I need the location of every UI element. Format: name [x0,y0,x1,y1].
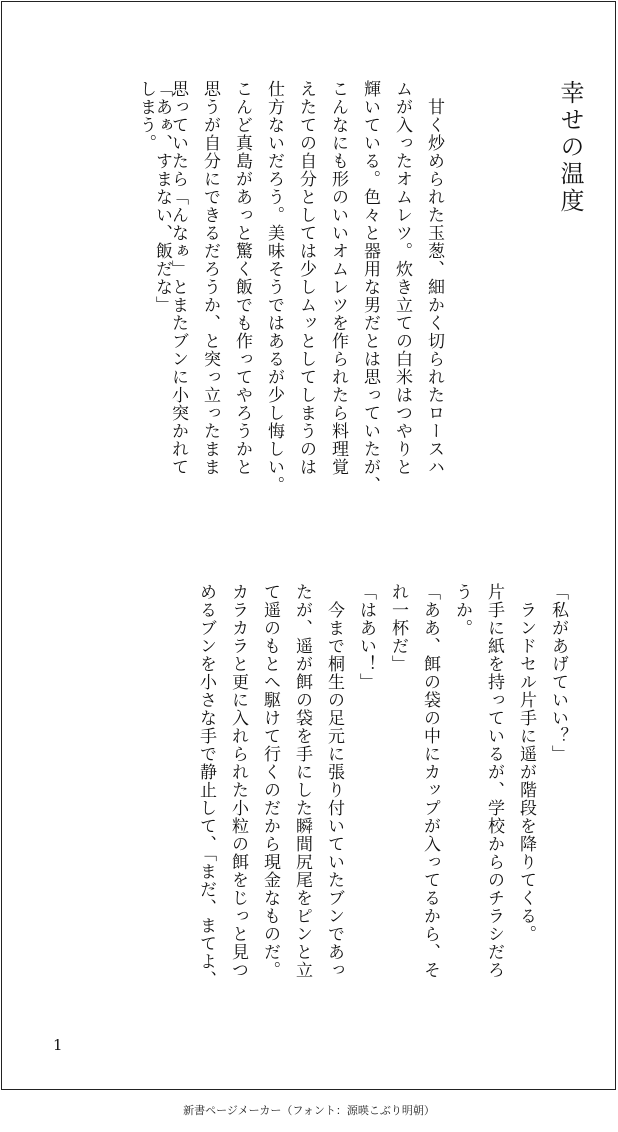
text-column: 「はあい！」 [356,583,376,691]
text-column: て遥のもとへ駆けて行くのだから現金なものだ。 [260,583,280,979]
text-column: 思うが自分にできるだろうか、と突っ立ったまま [200,80,220,476]
text-column: 「私があげていい？」 [548,583,568,763]
story-title: 幸せの温度 [556,80,584,215]
text-column: 輝いている。色々と器用な男だとは思っていたが、 [360,80,380,494]
text-column: こんなにも形のいいオムレツを作られたら料理覚 [328,80,348,476]
text-column: 今まで桐生の足元に張り付いていたブンであっ [324,583,344,979]
text-column: カラカラと更に入れられた小粒の餌をじっと見つ [228,583,248,979]
text-column: 「ああ、餌の袋の中にカップが入ってるから、そ [420,583,440,979]
top-dialogue-block [146,80,178,530]
text-column: たが、遥が餌の袋を手にした瞬間尻尾をピンと立 [292,583,312,979]
top-paragraph-block [130,80,450,530]
text-column: 片手に紙を持っているが、学校からのチラシだろ [484,583,504,979]
text-column: れ一杯だ」 [388,583,408,673]
text-column: こんど真島があっと驚く飯でも作ってやろうかと [232,80,252,476]
text-column: 仕方ないだろう。美味そうではあるが少し悔しい。 [264,80,284,494]
text-column: うか。 [452,583,472,637]
text-column: めるブンを小さな手で静止して、「まだ、まてよ、 [196,583,216,989]
text-column: 思っていたら「んなぁ」とまたブンに小突かれて [168,80,188,476]
text-column: しまう。 [136,80,156,152]
text-column: ランドセル片手に遥が階段を降りてくる。 [516,583,536,943]
text-column: 甘く炒められた玉葱、細かく切られたロースハ [424,80,444,476]
bottom-paragraph-block [286,583,574,1003]
bottom-paragraph-block-2 [190,583,286,1003]
footer-credit: 新書ページメーカー（フォント：源暎こぶり明朝） [183,1104,435,1117]
text-column: えたての自分としては少しムッとしてしまうのは [296,80,316,476]
text-column: 「あぁ、すまない、飯だな」 [152,80,172,314]
text-column: ムが入ったオムレツ。炊き立ての白米はつやりと [392,80,412,476]
page-number: 1 [53,1036,63,1054]
